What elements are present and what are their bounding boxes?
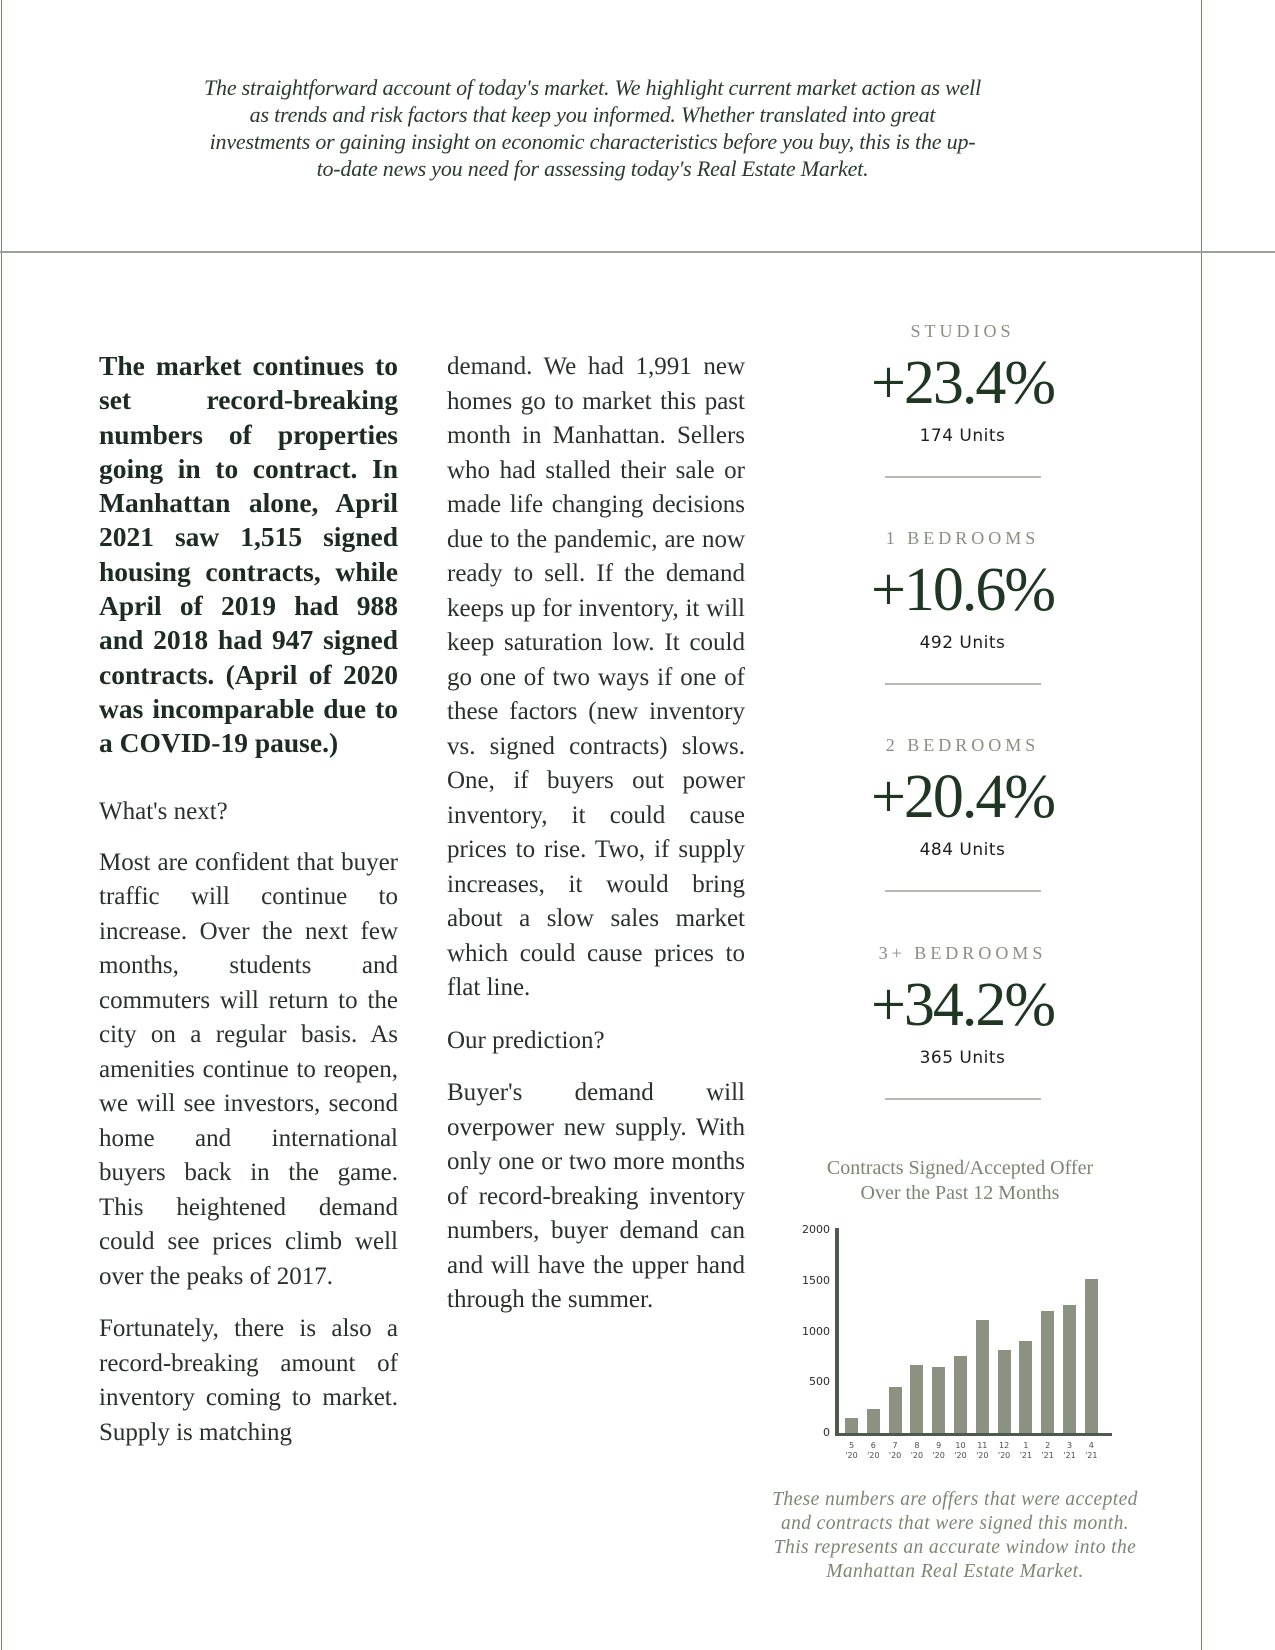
contracts-bar-chart [790,1220,1120,1470]
x-tick-label: 1 '21 [1019,1441,1033,1460]
chart-bar [845,1418,858,1433]
stat-value: +20.4% [870,763,1055,831]
stat-value: +23.4% [870,349,1055,417]
stat-divider [885,890,1041,892]
stat-2-bedrooms [850,732,1075,892]
heading-our-prediction: Our prediction? [447,1026,605,1054]
x-tick-label: 2 '21 [1041,1441,1054,1460]
chart-title-line2: Over the Past 12 Months [860,1182,1060,1204]
x-tick-label: 3 '21 [1063,1441,1076,1460]
chart-bar [1019,1341,1032,1433]
y-tick-label: 1500 [802,1273,830,1287]
stat-divider [885,476,1041,478]
y-axis [835,1228,839,1436]
stat-units: 174 Units [919,426,1006,446]
stat-studios [850,318,1075,478]
chart-bar [867,1409,880,1433]
paragraph-whats-next: Most are confident that buyer traffic will continue to increase. Over the next few months, students and commuters will return to the city on a regular basis. As amenities continue to reopen, we will see investors, second home and international buyers back in the game. This heightened demand could see prices climb well over the peaks of 2017. [99,848,398,1290]
chart-bar [1085,1279,1098,1433]
chart-bar [976,1320,989,1433]
stat-label: 3+ BEDROOMS [878,943,1047,963]
stat-units: 492 Units [919,633,1006,653]
x-tick-label: 10 '20 [954,1441,967,1460]
middle-column-body [447,350,745,1318]
stat-label: 2 BEDROOMS [885,735,1040,755]
y-tick-label: 0 [823,1426,830,1439]
chart-bar [889,1387,902,1433]
x-tick-label: 9 '20 [932,1441,945,1460]
stat-divider [885,683,1041,685]
x-axis [835,1433,1112,1436]
y-tick-label: 2000 [802,1223,830,1236]
chart-bar [932,1367,945,1433]
paragraph-inventory-part2: demand. We had 1,991 new homes go to market this past month in Manhattan. Sellers who had stalled their sale or made life changing decisions due to the pandemic, are now ready to sell. If the demand keeps up for inventory, it will keep saturation low. It could go one of two ways if one of these factors (new inventory vs. signed contracts) slows. One, if buyers out power inventory, it could cause prices to rise. Two, if supply increases, it would bring about a slow sales market which could cause prices to flat line. [447,353,745,1001]
chart-bar [954,1356,967,1433]
paragraph-inventory-part1: Fortunately, there is also a record-breaking amount of inventory coming to market. Supply is matching [99,1315,398,1446]
x-tick-label: 11 '20 [976,1441,989,1460]
y-tick-label: 500 [809,1375,830,1389]
chart-bar [1041,1311,1054,1433]
page-border-right [1201,0,1202,1650]
x-tick-label: 6 '20 [867,1441,880,1460]
chart-title [790,1156,1130,1206]
chart-bar [910,1365,923,1433]
left-column-body [99,798,398,1450]
x-tick-label: 8 '20 [910,1441,924,1460]
stat-label: 1 BEDROOMS [885,528,1040,548]
x-tick-label: 5 '20 [845,1441,858,1460]
stat-label: STUDIOS [910,321,1015,341]
stat-3-plus-bedrooms [850,940,1075,1100]
stat-value: +34.2% [870,971,1055,1039]
stat-1-bedrooms [850,525,1075,685]
lead-paragraph: The market continues to set record-breaking numbers of properties going in to contract. In Manhattan alone, April 2021 saw 1,515 signed housing contracts, while April of 2019 had 988 and 2018 had 947 signed contracts. (April of 2020 was incomparable due to a COVID-19 pause.) [99,350,398,759]
chart-caption: These numbers are offers that were accepted and contracts that were signed this month. This represents an accurate window into the Manhattan Real Estate Market. [772,1489,1138,1582]
heading-whats-next: What's next? [99,798,228,825]
x-tick-label: 4 '21 [1085,1441,1098,1460]
intro-blurb: The straightforward account of today's market. We highlight current market action as well as trends and risk factors that keep you informed. Whether translated into great investments or gaining insight on economic characteristics before you buy, this is the up-to-date news you need for assessing today's Real Estate Market. [203,75,981,181]
chart-bar [1063,1305,1076,1433]
x-tick-label: 7 '20 [888,1441,902,1460]
paragraph-prediction: Buyer's demand will overpower new supply. With only one or two more months of record-breaking inventory numbers, buyer demand can and will have the upper hand through the summer. [447,1079,745,1313]
chart-bar [998,1350,1011,1433]
stat-units: 484 Units [919,840,1006,860]
stat-divider [885,1098,1041,1100]
y-tick-label: 1000 [802,1324,830,1338]
x-tick-label: 12 '20 [997,1441,1011,1460]
header-divider [0,251,1275,253]
chart-title-line1: Contracts Signed/Accepted Offer [826,1157,1094,1179]
stat-units: 365 Units [919,1048,1006,1068]
stat-value: +10.6% [870,556,1055,624]
page-border-left [1,0,2,1650]
